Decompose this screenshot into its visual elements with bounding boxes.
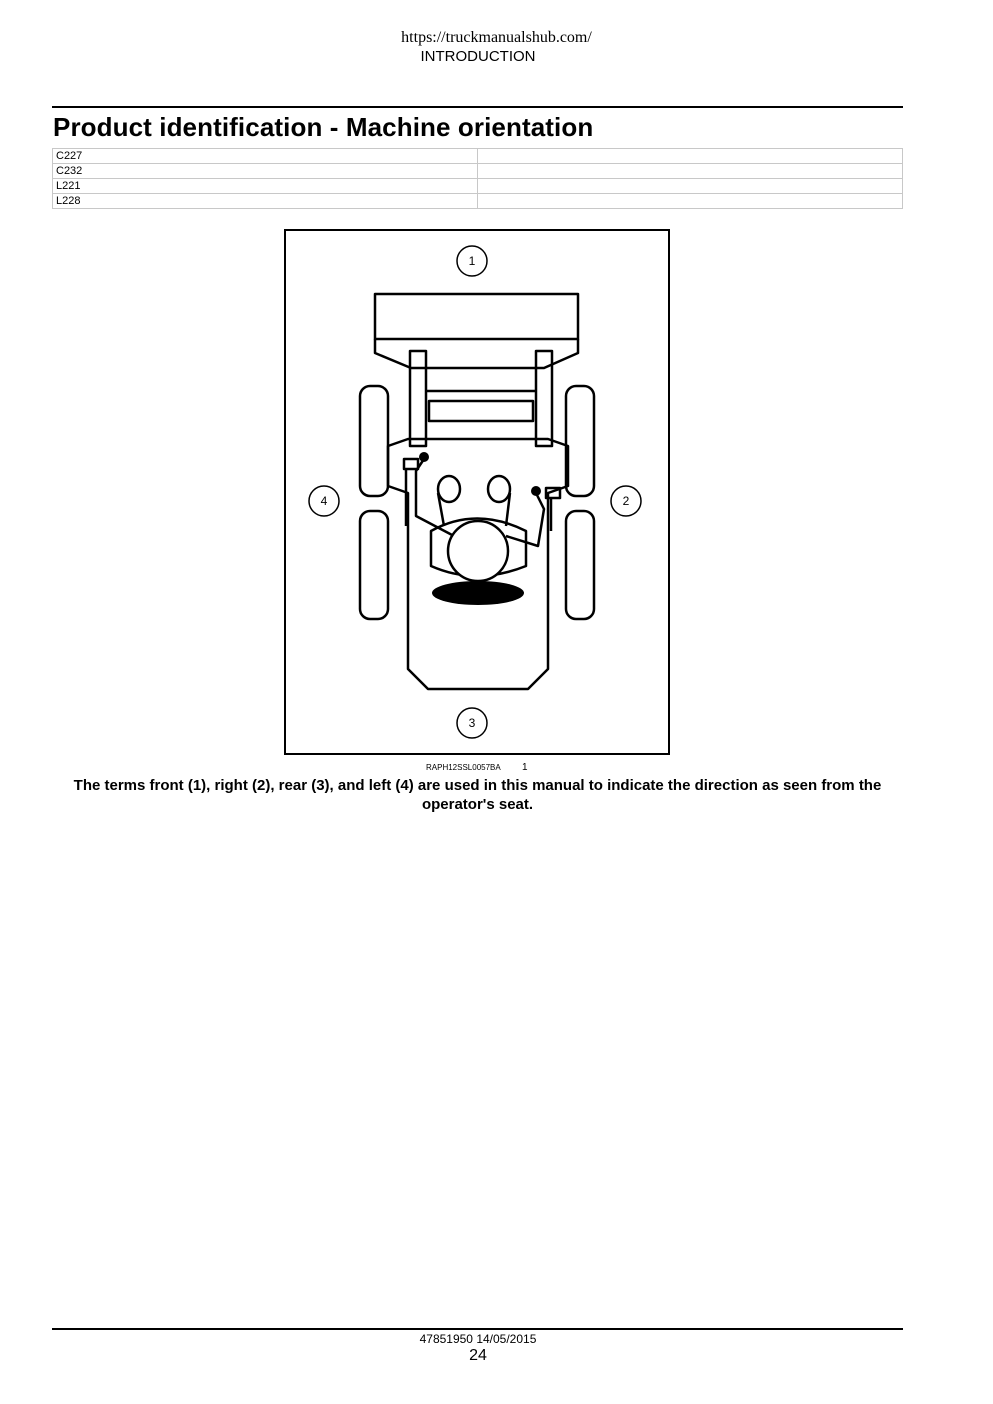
left-label: 4 [320, 494, 328, 508]
figure-number: 1 [522, 762, 528, 773]
empty-cell [478, 149, 903, 164]
document-id: 47851950 14/05/2015 [419, 1332, 537, 1346]
table-row [53, 194, 903, 209]
rear-label: 3 [468, 716, 476, 730]
figure-caption: The terms front (1), right (2), rear (3), and left (4) are used in this manual to indicate the direction as seen from the operator's seat. [73, 777, 882, 813]
model-cell: C227 [53, 149, 478, 164]
front-right-tire [566, 386, 594, 496]
empty-cell [478, 164, 903, 179]
model-table [52, 148, 903, 209]
page-number: 24 [469, 1347, 487, 1364]
seat-back [432, 581, 524, 605]
front-label: 1 [468, 254, 476, 268]
left-control-handle [404, 459, 418, 469]
model-cell: L221 [53, 179, 478, 194]
left-loader-arm [410, 351, 426, 446]
front-left-tire [360, 386, 388, 496]
operator-left-knee [438, 476, 460, 502]
right-label: 2 [622, 494, 630, 508]
header-rule [52, 106, 903, 108]
arm-crossbar-plate [429, 401, 533, 421]
table-row [53, 179, 903, 194]
empty-cell [478, 179, 903, 194]
machine-top-view-illustration [286, 231, 672, 757]
site-url: https://truckmanualshub.com/ [401, 29, 592, 46]
page-title: Product identification - Machine orientation [53, 112, 594, 142]
right-hand [531, 486, 541, 496]
model-cell: C232 [53, 164, 478, 179]
left-hand [419, 452, 429, 462]
rear-right-tire [566, 511, 594, 619]
model-cell: L228 [53, 194, 478, 209]
table-row [53, 149, 903, 164]
bucket-back [375, 339, 578, 368]
rear-left-tire [360, 511, 388, 619]
footer-rule [52, 1328, 903, 1330]
operator-head [448, 521, 508, 581]
bucket-shape [375, 294, 578, 339]
section-header: INTRODUCTION [420, 48, 536, 65]
operator-right-knee [488, 476, 510, 502]
orientation-figure [284, 229, 670, 755]
table-row [53, 164, 903, 179]
figure-reference: RAPH12SSL0057BA [426, 763, 501, 772]
empty-cell [478, 194, 903, 209]
